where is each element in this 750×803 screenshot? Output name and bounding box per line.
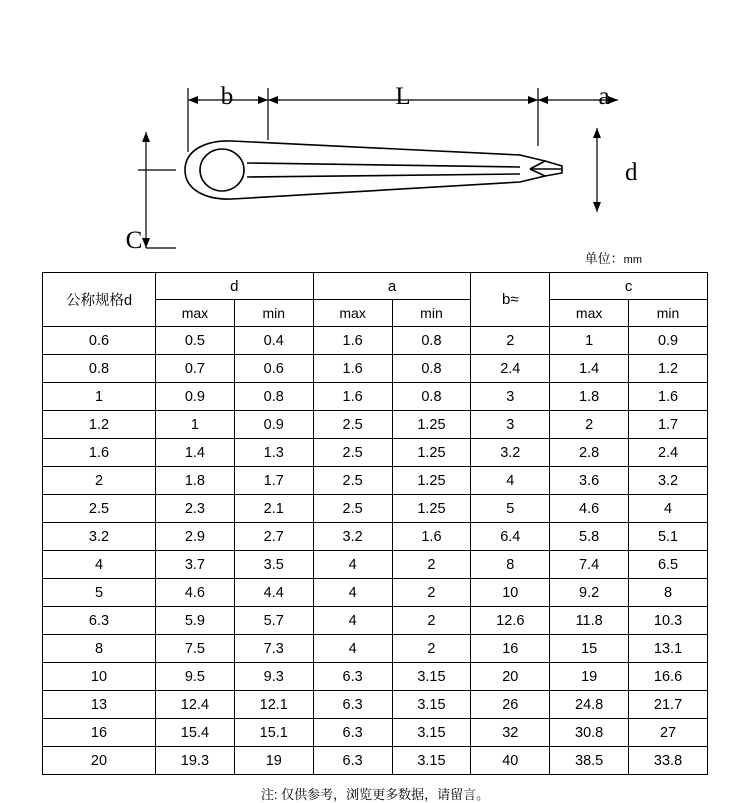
cell-nominal-size: 6.3 <box>43 607 156 635</box>
table-cell: 2.8 <box>550 439 629 467</box>
cell-nominal-size: 0.8 <box>43 355 156 383</box>
table-cell: 1.3 <box>234 439 313 467</box>
header-c-max: max <box>550 300 629 327</box>
cell-nominal-size: 2 <box>43 467 156 495</box>
table-cell: 20 <box>471 663 550 691</box>
table-cell: 1.4 <box>550 355 629 383</box>
spec-table <box>42 272 708 775</box>
table-cell: 0.8 <box>392 383 471 411</box>
table-cell: 1.4 <box>156 439 235 467</box>
table-cell: 2 <box>471 327 550 355</box>
table-cell: 21.7 <box>629 691 708 719</box>
table-cell: 2 <box>392 579 471 607</box>
table-cell: 1.8 <box>550 383 629 411</box>
cell-nominal-size: 10 <box>43 663 156 691</box>
dimension-lines <box>138 88 625 248</box>
table-cell: 19.3 <box>156 747 235 775</box>
table-cell: 1.6 <box>629 383 708 411</box>
table-cell: 3.5 <box>234 551 313 579</box>
table-cell: 0.7 <box>156 355 235 383</box>
table-cell: 1.7 <box>629 411 708 439</box>
arrow-heads <box>142 96 618 248</box>
table-row <box>43 579 708 607</box>
table-cell: 1.6 <box>313 383 392 411</box>
table-row <box>43 523 708 551</box>
table-head <box>43 273 708 327</box>
table-cell: 32 <box>471 719 550 747</box>
header-nominal-size: 公称规格d <box>43 273 156 327</box>
table-cell: 33.8 <box>629 747 708 775</box>
table-cell: 5.1 <box>629 523 708 551</box>
table-cell: 4 <box>313 551 392 579</box>
table-cell: 19 <box>234 747 313 775</box>
table-cell: 7.4 <box>550 551 629 579</box>
table-cell: 2.9 <box>156 523 235 551</box>
table-cell: 15 <box>550 635 629 663</box>
table-cell: 1.25 <box>392 411 471 439</box>
table-cell: 5.9 <box>156 607 235 635</box>
table-cell: 0.5 <box>156 327 235 355</box>
table-cell: 1.6 <box>313 327 392 355</box>
table-cell: 9.2 <box>550 579 629 607</box>
table-cell: 10.3 <box>629 607 708 635</box>
table-cell: 0.6 <box>234 355 313 383</box>
table-cell: 4 <box>471 467 550 495</box>
pin-outline <box>185 141 562 199</box>
table-cell: 26 <box>471 691 550 719</box>
table-cell: 0.9 <box>629 327 708 355</box>
table-cell: 1.25 <box>392 467 471 495</box>
table-cell: 3.2 <box>629 467 708 495</box>
label-d: d <box>625 159 638 186</box>
table-row <box>43 747 708 775</box>
table-cell: 2.5 <box>313 467 392 495</box>
cotter-pin-diagram <box>0 0 750 272</box>
unit-label: 单位： <box>584 251 624 266</box>
table-cell: 0.9 <box>156 383 235 411</box>
footer-note: 注: 仅供参考，浏览更多数据，请留言。 <box>260 787 490 802</box>
table-cell: 6.4 <box>471 523 550 551</box>
table-cell: 3.2 <box>313 523 392 551</box>
table-row <box>43 467 708 495</box>
table-row <box>43 411 708 439</box>
table-row <box>43 383 708 411</box>
table-cell: 3 <box>471 383 550 411</box>
table-cell: 4.6 <box>156 579 235 607</box>
table-cell: 0.8 <box>234 383 313 411</box>
table-cell: 2.3 <box>156 495 235 523</box>
table-cell: 1.6 <box>392 523 471 551</box>
cell-nominal-size: 20 <box>43 747 156 775</box>
table-cell: 5.8 <box>550 523 629 551</box>
table-row <box>43 635 708 663</box>
table-cell: 15.1 <box>234 719 313 747</box>
table-cell: 4 <box>313 607 392 635</box>
table-cell: 3.2 <box>471 439 550 467</box>
header-d-min: min <box>234 300 313 327</box>
table-cell: 3.15 <box>392 663 471 691</box>
header-a-max: max <box>313 300 392 327</box>
table-row <box>43 719 708 747</box>
table-row <box>43 495 708 523</box>
table-cell: 30.8 <box>550 719 629 747</box>
table-cell: 4.4 <box>234 579 313 607</box>
table-cell: 1.7 <box>234 467 313 495</box>
table-row <box>43 439 708 467</box>
table-cell: 16.6 <box>629 663 708 691</box>
table-cell: 38.5 <box>550 747 629 775</box>
table-cell: 4 <box>313 635 392 663</box>
table-cell: 2 <box>392 607 471 635</box>
cell-nominal-size: 2.5 <box>43 495 156 523</box>
table-cell: 3.15 <box>392 747 471 775</box>
header-group-d: d <box>156 273 314 300</box>
table-cell: 10 <box>471 579 550 607</box>
table-cell: 7.3 <box>234 635 313 663</box>
label-c: C <box>125 227 143 254</box>
label-a: a <box>598 83 610 110</box>
table-row <box>43 607 708 635</box>
table-row <box>43 663 708 691</box>
header-group-a: a <box>313 273 471 300</box>
table-header-row-1 <box>43 273 708 300</box>
table-cell: 7.5 <box>156 635 235 663</box>
table-cell: 0.4 <box>234 327 313 355</box>
table-cell: 6.3 <box>313 747 392 775</box>
table-cell: 8 <box>471 551 550 579</box>
spec-table-wrap <box>0 272 750 775</box>
table-cell: 3.15 <box>392 691 471 719</box>
table-cell: 11.8 <box>550 607 629 635</box>
table-cell: 0.8 <box>392 355 471 383</box>
table-cell: 3.7 <box>156 551 235 579</box>
diagram-svg <box>0 0 750 272</box>
table-cell: 0.9 <box>234 411 313 439</box>
table-cell: 6.3 <box>313 691 392 719</box>
table-cell: 9.3 <box>234 663 313 691</box>
table-cell: 40 <box>471 747 550 775</box>
header-group-c: c <box>550 273 708 300</box>
table-cell: 1 <box>550 327 629 355</box>
table-cell: 2.7 <box>234 523 313 551</box>
table-cell: 5.7 <box>234 607 313 635</box>
table-cell: 2 <box>550 411 629 439</box>
table-cell: 1.6 <box>313 355 392 383</box>
table-row <box>43 691 708 719</box>
table-cell: 4.6 <box>550 495 629 523</box>
table-cell: 3.15 <box>392 719 471 747</box>
table-cell: 1 <box>156 411 235 439</box>
table-cell: 2 <box>392 551 471 579</box>
cell-nominal-size: 0.6 <box>43 327 156 355</box>
table-cell: 6.3 <box>313 663 392 691</box>
label-b: b <box>220 83 234 110</box>
table-cell: 12.4 <box>156 691 235 719</box>
table-cell: 1.25 <box>392 439 471 467</box>
cell-nominal-size: 3.2 <box>43 523 156 551</box>
header-a-min: min <box>392 300 471 327</box>
table-cell: 19 <box>550 663 629 691</box>
table-cell: 2 <box>392 635 471 663</box>
table-cell: 2.4 <box>629 439 708 467</box>
table-cell: 3.6 <box>550 467 629 495</box>
cell-nominal-size: 4 <box>43 551 156 579</box>
cell-nominal-size: 1 <box>43 383 156 411</box>
table-cell: 8 <box>629 579 708 607</box>
table-cell: 16 <box>471 635 550 663</box>
table-cell: 2.5 <box>313 411 392 439</box>
table-row <box>43 355 708 383</box>
table-cell: 12.6 <box>471 607 550 635</box>
table-cell: 3 <box>471 411 550 439</box>
table-cell: 1.25 <box>392 495 471 523</box>
table-cell: 27 <box>629 719 708 747</box>
table-cell: 6.3 <box>313 719 392 747</box>
table-row <box>43 551 708 579</box>
table-cell: 15.4 <box>156 719 235 747</box>
table-cell: 9.5 <box>156 663 235 691</box>
table-cell: 1.2 <box>629 355 708 383</box>
table-cell: 4 <box>629 495 708 523</box>
table-cell: 2.4 <box>471 355 550 383</box>
table-cell: 13.1 <box>629 635 708 663</box>
label-L: L <box>395 83 411 110</box>
cell-nominal-size: 5 <box>43 579 156 607</box>
table-cell: 1.8 <box>156 467 235 495</box>
header-c-min: min <box>629 300 708 327</box>
cell-nominal-size: 1.2 <box>43 411 156 439</box>
table-body <box>43 327 708 775</box>
table-cell: 4 <box>313 579 392 607</box>
table-cell: 2.1 <box>234 495 313 523</box>
table-cell: 0.8 <box>392 327 471 355</box>
unit-note <box>585 248 642 267</box>
header-group-b: b≈ <box>471 273 550 327</box>
table-cell: 2.5 <box>313 495 392 523</box>
table-cell: 6.5 <box>629 551 708 579</box>
table-row <box>43 327 708 355</box>
unit-value: mm <box>623 254 642 266</box>
cell-nominal-size: 8 <box>43 635 156 663</box>
table-cell: 24.8 <box>550 691 629 719</box>
table-cell: 2.5 <box>313 439 392 467</box>
table-cell: 5 <box>471 495 550 523</box>
table-cell: 12.1 <box>234 691 313 719</box>
cell-nominal-size: 1.6 <box>43 439 156 467</box>
cell-nominal-size: 16 <box>43 719 156 747</box>
header-d-max: max <box>156 300 235 327</box>
cell-nominal-size: 13 <box>43 691 156 719</box>
